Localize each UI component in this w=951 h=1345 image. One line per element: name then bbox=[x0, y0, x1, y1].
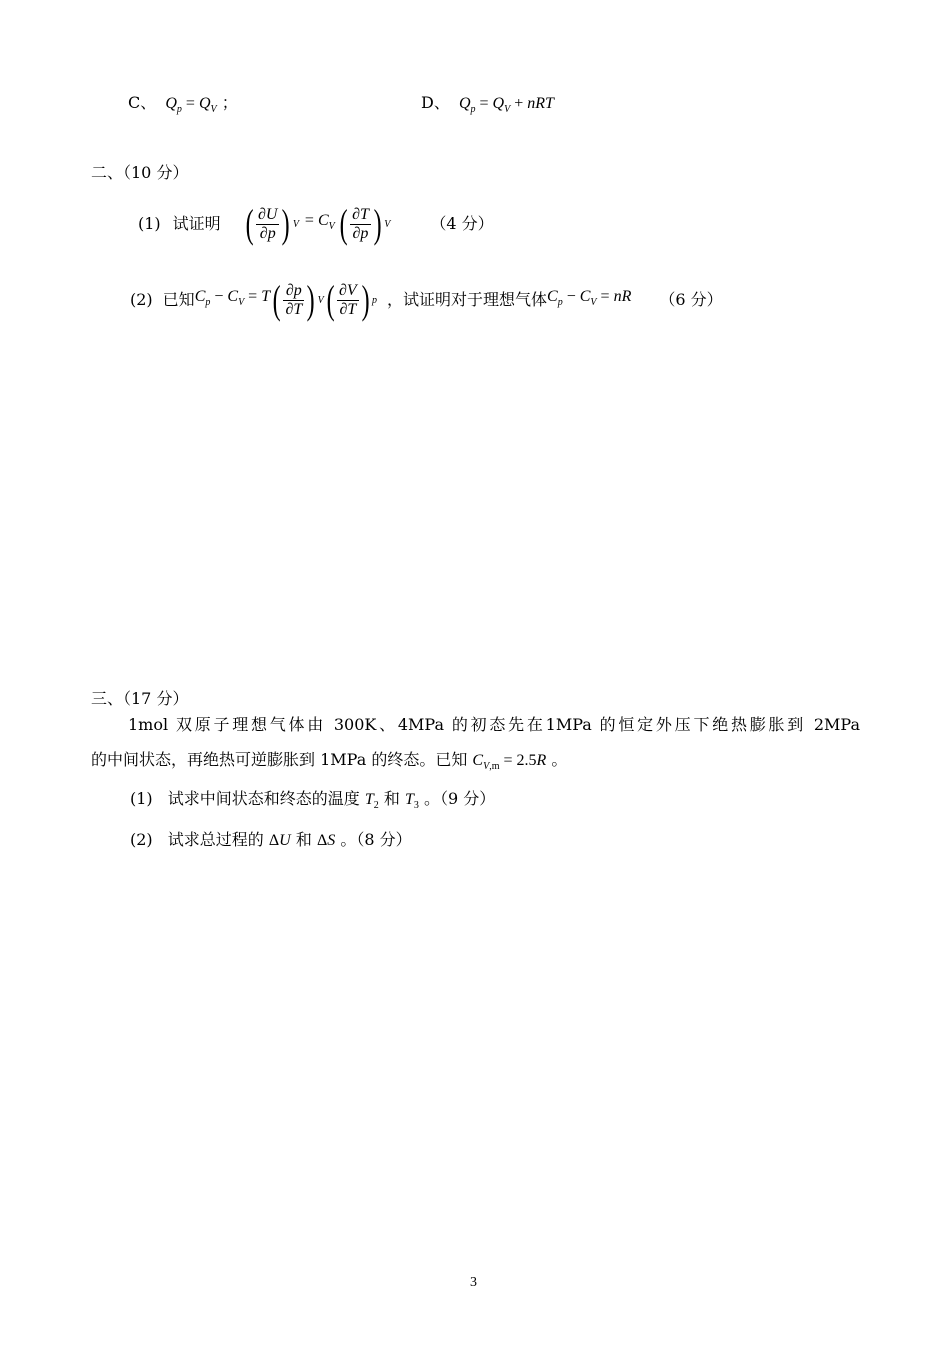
q2-part2 bbox=[130, 274, 723, 326]
q2-part1 bbox=[138, 198, 494, 250]
q3-part1-label: (1) bbox=[130, 789, 153, 808]
q3-t2-symbol: $T_2$ bbox=[364, 791, 379, 811]
q2-part1-label: (1) bbox=[138, 214, 161, 233]
q2-part2-text-b: ，试证明对于理想气体 bbox=[387, 290, 548, 309]
q2-part1-points: （4 分） bbox=[430, 214, 494, 233]
q3-cvm-formula: $C_{V,m} = 2.5R$ bbox=[472, 752, 547, 772]
q2-part2-given-formula: $C_p - C_V = T$ ( $\frac{\partial p}{\partial T}$ ) V ( $\frac{\partial V}{\partial T}$ ) p bbox=[194, 277, 378, 322]
q3-part2-text-c: 。（8 分） bbox=[340, 830, 412, 849]
q3-part2-text-b: 和 bbox=[295, 830, 312, 849]
q3-part1 bbox=[130, 789, 495, 816]
option-d bbox=[421, 93, 554, 120]
q3-para-line1: 1mol 双原子理想气体由 300K、4MPa 的初态先在1MPa 的恒定外压下绝热膨胀到 2MPa bbox=[128, 715, 860, 734]
option-d-formula: $Q_p = Q_V$ + nRT bbox=[454, 95, 554, 115]
page-number: 3 bbox=[470, 1275, 477, 1290]
q2-heading: 二、（10 分） bbox=[91, 163, 189, 182]
q3-part2-text-a: 试求总过程的 bbox=[167, 830, 264, 849]
q3-para-line2 bbox=[91, 750, 567, 777]
q3-t3-symbol: $T_3$ bbox=[404, 791, 419, 811]
option-c-label: C、 bbox=[128, 93, 157, 112]
q2-part2-target-formula: $C_p - C_V$ = nR bbox=[547, 288, 632, 308]
q3-part2-label: (2) bbox=[130, 830, 153, 849]
option-d-label: D、 bbox=[421, 93, 450, 112]
q3-para-line2-a: 的中间状态，再绝热可逆膨胀到 1MPa 的终态。已知 bbox=[91, 750, 468, 769]
q2-part1-text: 试证明 bbox=[172, 214, 221, 233]
option-c-formula: $Q_p = Q_V$ bbox=[161, 95, 217, 115]
q3-part1-text-c: 。（9 分） bbox=[423, 789, 496, 808]
q2-part2-label: (2) bbox=[130, 290, 153, 309]
q3-para-line2-b: 。 bbox=[551, 750, 568, 769]
q2-part1-formula: ( $\frac{\partial U}{\partial p}$ ) V = $C_V$ ( $\frac{\partial T}{\partial p}$ ) V bbox=[245, 201, 391, 246]
option-c bbox=[128, 93, 238, 120]
q3-part1-text-a: 试求中间状态和终态的温度 bbox=[167, 789, 360, 808]
option-c-semicolon: ； bbox=[221, 93, 238, 112]
q3-heading: 三、（17 分） bbox=[91, 689, 189, 708]
q2-part2-points: （6 分） bbox=[659, 290, 723, 309]
q2-part2-text-a: 已知 bbox=[162, 290, 195, 309]
q3-delta-s-symbol: ΔS bbox=[316, 832, 336, 849]
q3-delta-u-symbol: ΔU bbox=[268, 832, 291, 849]
q3-part2 bbox=[130, 830, 412, 851]
q3-part1-text-b: 和 bbox=[383, 789, 400, 808]
